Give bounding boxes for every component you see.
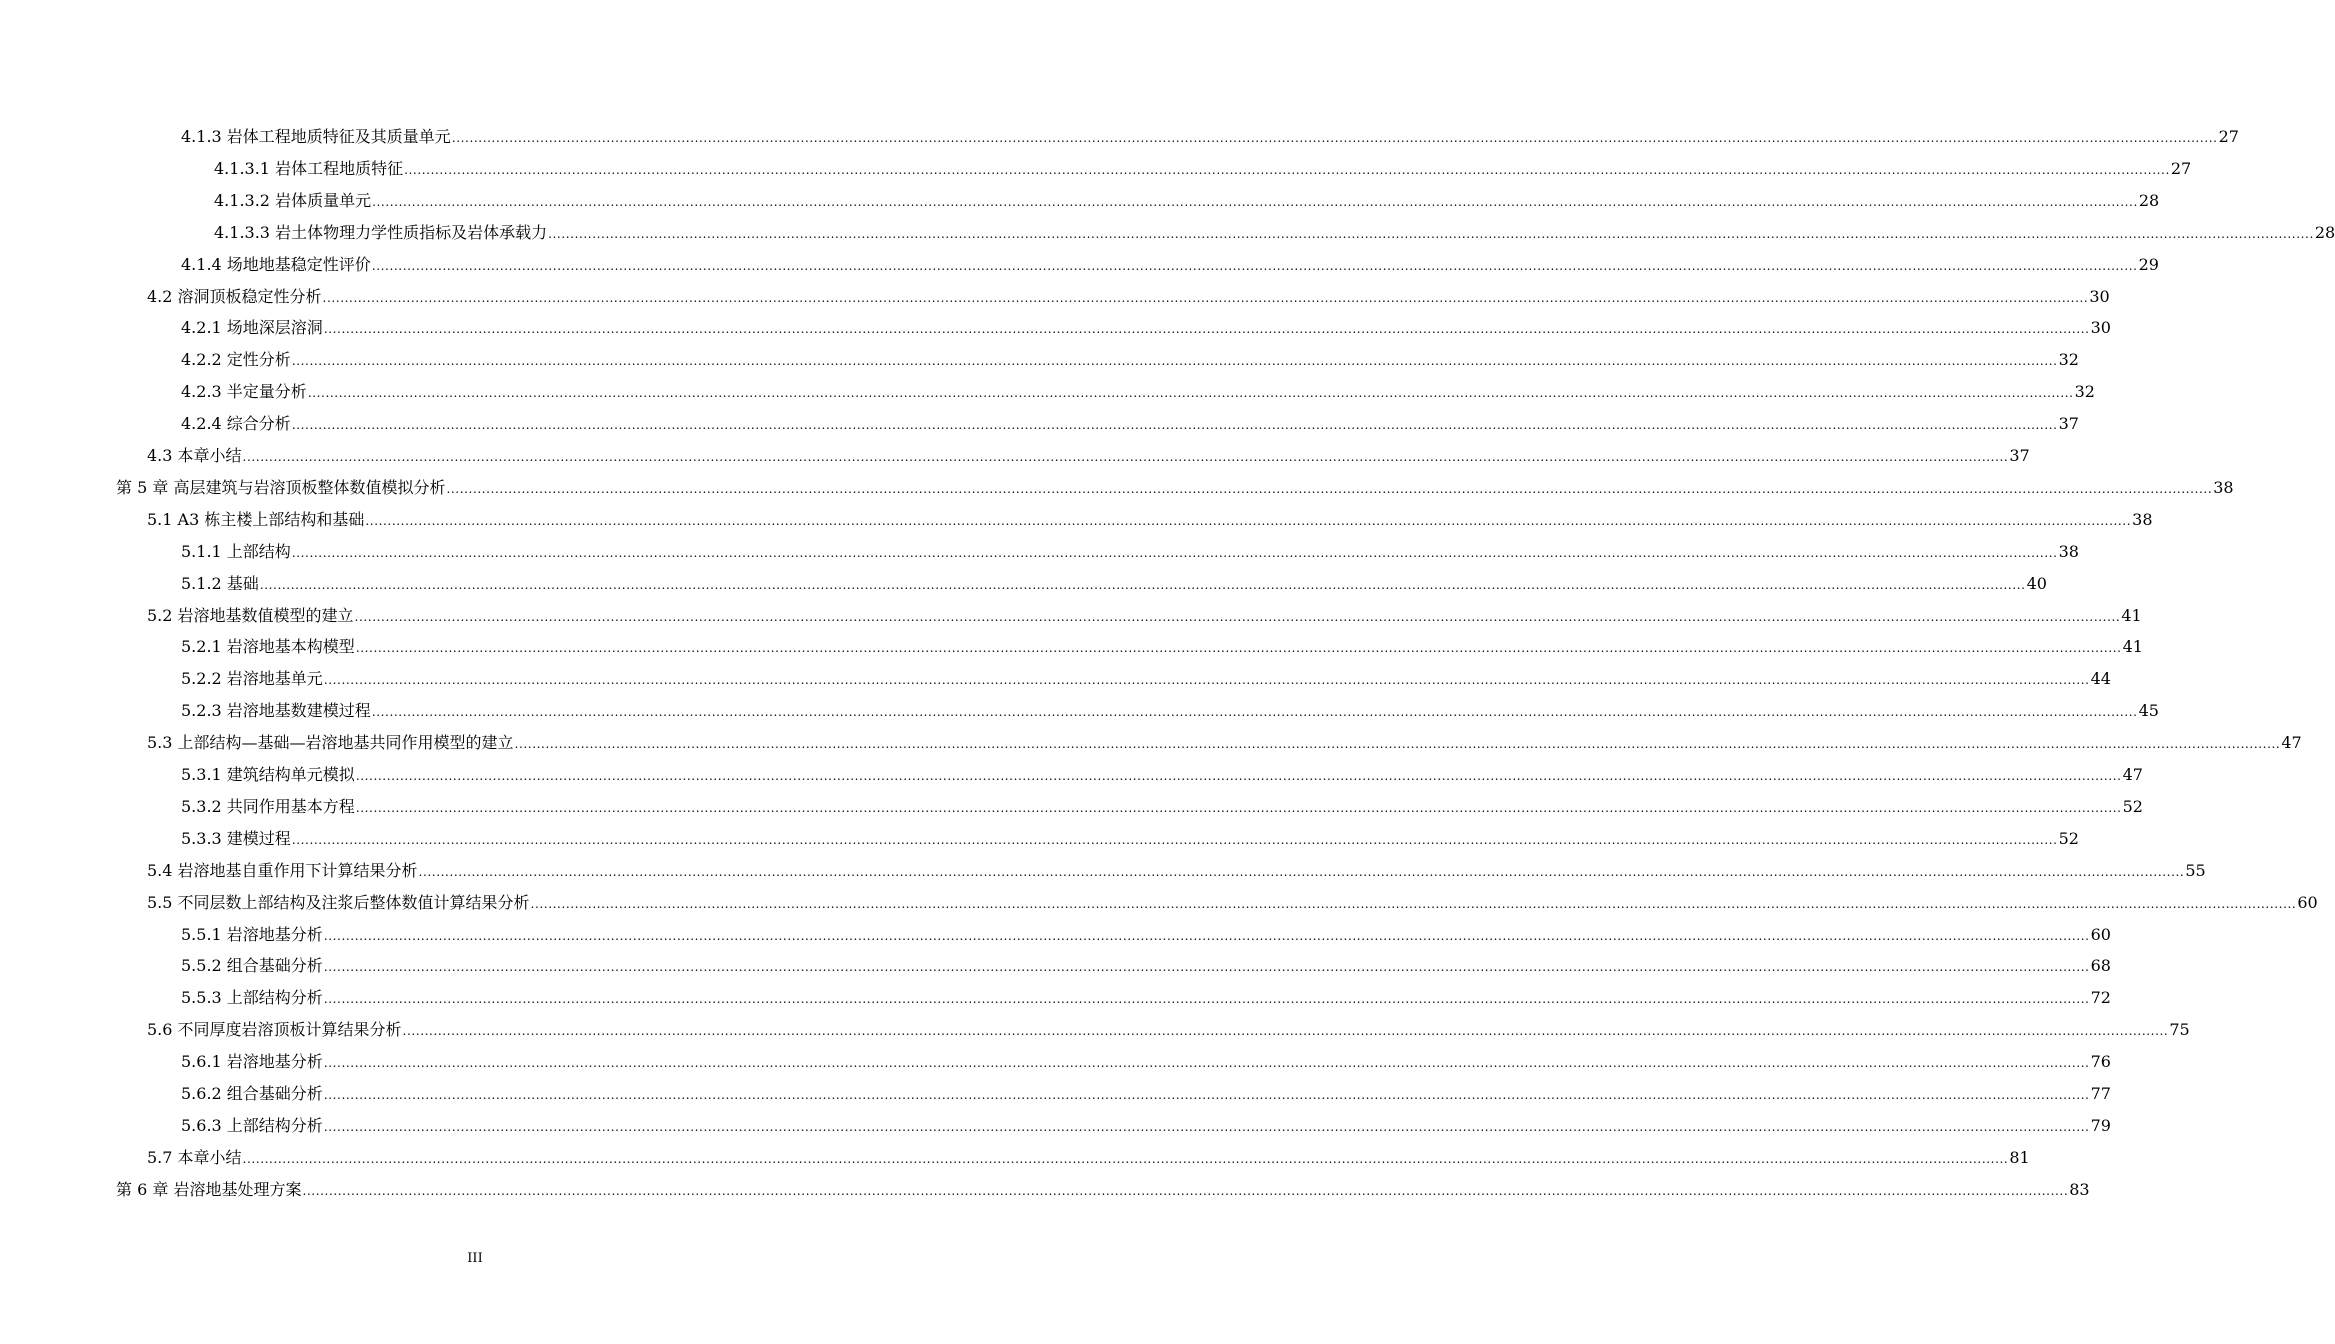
toc-entry-label: 5.3.1 建筑结构单元模拟 (181, 765, 355, 784)
toc-dot-leader: ................................................................................................................................................................................................................................................................................................................................................................................................................ (354, 609, 2121, 624)
toc-entry-label: 5.2.3 岩溶地基数建模过程 (181, 701, 371, 721)
toc-entry-page: 38 (2132, 509, 2153, 529)
toc-entry[interactable] (147, 284, 2110, 310)
toc-dot-leader: ................................................................................................................................................................................................................................................................................................................................................................................................................ (371, 705, 2138, 720)
toc-dot-leader: ................................................................................................................................................................................................................................................................................................................................................................................................................ (323, 1119, 2090, 1134)
toc-entry-page: 28 (2138, 190, 2160, 210)
toc-entry-page: 52 (2122, 796, 2143, 816)
toc-entry[interactable] (181, 1049, 2111, 1075)
toc-entry-page: 52 (2058, 828, 2079, 848)
toc-entry-page: 81 (2009, 1147, 2030, 1167)
toc-entry-page: 32 (2058, 350, 2079, 370)
toc-dot-leader: ................................................................................................................................................................................................................................................................................................................................................................................................................ (291, 545, 2058, 560)
toc-entry[interactable] (181, 794, 2143, 820)
toc-entry[interactable] (181, 634, 2143, 660)
toc-entry-label: 5.6 不同厚度岩溶顶板计算结果分析 (147, 1020, 402, 1040)
toc-entry-label: 第 6 章 岩溶地基处理方案 (116, 1179, 302, 1199)
toc-entry-page: 76 (2090, 1052, 2111, 1072)
toc-entry-label: 4.1.3.2 岩体质量单元 (214, 190, 372, 210)
toc-entry[interactable] (181, 922, 2111, 948)
toc-entry[interactable] (181, 826, 2079, 852)
toc-entry-label: 5.2.2 岩溶地基单元 (181, 669, 323, 689)
toc-entry[interactable] (181, 698, 2159, 724)
toc-entry-label: 4.2.3 半定量分析 (181, 382, 307, 402)
toc-dot-leader: ................................................................................................................................................................................................................................................................................................................................................................................................................ (372, 194, 2138, 209)
toc-entry[interactable] (147, 507, 2153, 533)
toc-entry-label: 4.1.3.3 岩土体物理力学性质指标及岩体承载力 (214, 222, 548, 242)
toc-entry[interactable] (147, 603, 2142, 629)
toc-entry-label: 4.2.4 综合分析 (181, 414, 291, 434)
toc-entry-page: 30 (2090, 318, 2111, 338)
toc-entry-label: 5.1.2 基础 (181, 573, 259, 593)
toc-dot-leader: ................................................................................................................................................................................................................................................................................................................................................................................................................ (242, 450, 2009, 464)
toc-entry-label: 4.3 本章小结 (147, 446, 242, 465)
toc-entry-page: 41 (2122, 637, 2143, 657)
toc-dot-leader: ................................................................................................................................................................................................................................................................................................................................................................................................................ (548, 226, 2314, 241)
toc-entry-label: 5.6.3 上部结构分析 (181, 1115, 323, 1135)
toc-dot-leader: ................................................................................................................................................................................................................................................................................................................................................................................................................ (323, 673, 2090, 688)
toc-entry-page: 55 (2185, 860, 2206, 880)
toc-entry[interactable] (181, 252, 2159, 278)
toc-dot-leader: ................................................................................................................................................................................................................................................................................................................................................................................................................ (418, 864, 2185, 879)
toc-dot-leader: ................................................................................................................................................................................................................................................................................................................................................................................................................ (365, 513, 2132, 528)
toc-entry-page: 72 (2090, 988, 2111, 1008)
toc-entry-page: 37 (2009, 446, 2030, 465)
toc-entry-label: 5.6.1 岩溶地基分析 (181, 1052, 323, 1072)
toc-entry-page: 29 (2138, 254, 2159, 274)
toc-dot-leader: ................................................................................................................................................................................................................................................................................................................................................................................................................ (323, 322, 2090, 337)
toc-entry-label: 4.2.1 场地深层溶洞 (181, 318, 323, 338)
toc-dot-leader: ................................................................................................................................................................................................................................................................................................................................................................................................................ (323, 1056, 2090, 1071)
toc-dot-leader: ................................................................................................................................................................................................................................................................................................................................................................................................................ (291, 354, 2058, 369)
toc-entry-label: 5.3 上部结构—基础—岩溶地基共同作用模型的建立 (147, 733, 514, 753)
toc-dot-leader: ................................................................................................................................................................................................................................................................................................................................................................................................................ (323, 1088, 2090, 1102)
toc-entry[interactable] (181, 1081, 2111, 1107)
toc-dot-leader: ................................................................................................................................................................................................................................................................................................................................................................................................................ (355, 769, 2122, 783)
toc-entry[interactable] (147, 890, 2318, 916)
toc-entry[interactable] (116, 475, 2234, 501)
toc-dot-leader: ................................................................................................................................................................................................................................................................................................................................................................................................................ (323, 928, 2090, 943)
toc-entry-page: 27 (2218, 127, 2239, 146)
toc-entry[interactable] (181, 985, 2111, 1011)
toc-entry[interactable] (181, 539, 2079, 565)
toc-entry-page: 77 (2090, 1084, 2111, 1103)
toc-dot-leader: ................................................................................................................................................................................................................................................................................................................................................................................................................ (530, 896, 2297, 911)
toc-dot-leader: ................................................................................................................................................................................................................................................................................................................................................................................................................ (259, 577, 2026, 592)
toc-dot-leader: ................................................................................................................................................................................................................................................................................................................................................................................................................ (323, 960, 2090, 975)
toc-entry[interactable] (181, 411, 2079, 437)
toc-dot-leader: ................................................................................................................................................................................................................................................................................................................................................................................................................ (355, 800, 2122, 815)
toc-dot-leader: ................................................................................................................................................................................................................................................................................................................................................................................................................ (291, 832, 2058, 847)
toc-dot-leader: ................................................................................................................................................................................................................................................................................................................................................................................................................ (451, 131, 2218, 145)
toc-entry[interactable] (181, 379, 2095, 405)
toc-entry-page: 79 (2090, 1115, 2111, 1135)
toc-entry-page: 30 (2089, 286, 2110, 306)
toc-entry-label: 5.6.2 组合基础分析 (181, 1084, 323, 1103)
toc-entry[interactable] (181, 953, 2111, 979)
toc-entry[interactable] (181, 1113, 2111, 1139)
toc-entry-label: 5.3.3 建模过程 (181, 828, 291, 848)
toc-entry-label: 5.1.1 上部结构 (181, 541, 291, 561)
toc-entry-page: 47 (2281, 733, 2302, 753)
toc-entry-page: 44 (2090, 669, 2111, 689)
toc-entry[interactable] (147, 730, 2302, 756)
toc-entry-label: 5.1 A3 栋主楼上部结构和基础 (147, 509, 365, 529)
toc-dot-leader: ................................................................................................................................................................................................................................................................................................................................................................................................................ (291, 418, 2058, 433)
toc-entry-label: 5.5.2 组合基础分析 (181, 956, 323, 976)
toc-entry-label: 4.2.2 定性分析 (181, 350, 291, 370)
toc-entry-page: 40 (2026, 573, 2047, 593)
toc-entry-page: 45 (2138, 701, 2159, 721)
toc-entry[interactable] (181, 347, 2079, 373)
toc-entry[interactable] (181, 666, 2111, 692)
toc-entry-label: 第 5 章 高层建筑与岩溶顶板整体数值模拟分析 (116, 477, 446, 497)
toc-entry-page: 47 (2122, 765, 2143, 784)
toc-entry[interactable] (147, 858, 2206, 884)
toc-entry[interactable] (181, 124, 2239, 150)
toc-entry-label: 4.1.3 岩体工程地质特征及其质量单元 (181, 127, 451, 146)
toc-entry-label: 5.5.3 上部结构分析 (181, 988, 323, 1008)
toc-entry[interactable] (147, 1017, 2190, 1043)
toc-entry-page: 60 (2297, 892, 2318, 912)
toc-entry-page: 27 (2170, 158, 2192, 178)
toc-dot-leader: ................................................................................................................................................................................................................................................................................................................................................................................................................ (371, 258, 2138, 273)
toc-entry-label: 5.5 不同层数上部结构及注浆后整体数值计算结果分析 (147, 892, 530, 912)
toc-entry[interactable] (214, 156, 2192, 182)
toc-entry-page: 83 (2069, 1179, 2090, 1199)
toc-entry[interactable] (147, 1145, 2030, 1171)
toc-dot-leader: ................................................................................................................................................................................................................................................................................................................................................................................................................ (302, 1183, 2069, 1198)
toc-entry-page: 37 (2058, 414, 2079, 434)
toc-entry[interactable] (181, 315, 2111, 341)
toc-dot-leader: ................................................................................................................................................................................................................................................................................................................................................................................................................ (404, 162, 2170, 177)
toc-entry[interactable] (181, 571, 2047, 597)
toc-entry[interactable] (214, 188, 2160, 214)
toc-entry-page: 75 (2169, 1020, 2190, 1040)
toc-entry-page: 28 (2314, 222, 2335, 242)
toc-dot-leader: ................................................................................................................................................................................................................................................................................................................................................................................................................ (323, 992, 2090, 1007)
toc-entry-page: 32 (2074, 382, 2095, 402)
toc-entry-page: 41 (2121, 605, 2142, 625)
toc-entry-label: 5.7 本章小结 (147, 1147, 242, 1167)
toc-dot-leader: ................................................................................................................................................................................................................................................................................................................................................................................................................ (402, 1024, 2169, 1039)
toc-dot-leader: ................................................................................................................................................................................................................................................................................................................................................................................................................ (514, 737, 2281, 752)
toc-entry-label: 4.2 溶洞顶板稳定性分析 (147, 286, 322, 306)
toc-entry-label: 4.1.4 场地地基稳定性评价 (181, 254, 371, 274)
toc-entry[interactable] (116, 1177, 2090, 1203)
toc-entry-page: 68 (2090, 956, 2111, 976)
toc-entry-label: 5.4 岩溶地基自重作用下计算结果分析 (147, 860, 418, 880)
toc-dot-leader: ................................................................................................................................................................................................................................................................................................................................................................................................................ (446, 481, 2213, 496)
toc-entry-label: 5.2.1 岩溶地基本构模型 (181, 637, 355, 657)
toc-entry-label: 4.1.3.1 岩体工程地质特征 (214, 158, 404, 178)
toc-dot-leader: ................................................................................................................................................................................................................................................................................................................................................................................................................ (242, 1151, 2009, 1166)
toc-dot-leader: ................................................................................................................................................................................................................................................................................................................................................................................................................ (307, 386, 2074, 401)
toc-entry[interactable] (147, 443, 2030, 469)
toc-entry-page: 38 (2213, 477, 2234, 497)
toc-entry-page: 60 (2090, 924, 2111, 944)
toc-entry-label: 5.2 岩溶地基数值模型的建立 (147, 605, 354, 625)
toc-entry[interactable] (214, 220, 2335, 246)
toc-entry-label: 5.5.1 岩溶地基分析 (181, 924, 323, 944)
toc-entry-label: 5.3.2 共同作用基本方程 (181, 796, 355, 816)
toc-entry-page: 38 (2058, 541, 2079, 561)
page-number: III (467, 1251, 483, 1266)
toc-dot-leader: ................................................................................................................................................................................................................................................................................................................................................................................................................ (322, 290, 2089, 305)
toc-entry[interactable] (181, 762, 2143, 788)
toc-dot-leader: ................................................................................................................................................................................................................................................................................................................................................................................................................ (355, 641, 2122, 656)
